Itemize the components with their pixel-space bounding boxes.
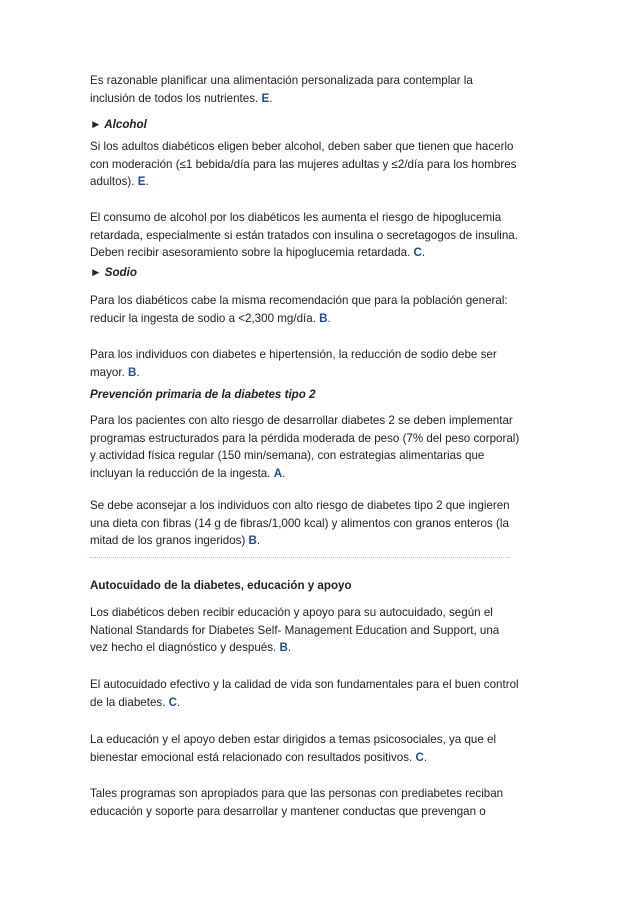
evidence-grade: C — [415, 750, 424, 764]
period: . — [145, 175, 149, 188]
section-heading-prevencion — [90, 386, 520, 404]
arrow-icon: ► — [90, 266, 102, 279]
paragraph-sodio-hipertension — [90, 346, 520, 381]
paragraph-prevencion-programas — [90, 412, 520, 482]
paragraph-text: Para los individuos con diabetes e hipertensión, la reducción de sodio debe ser mayor. — [90, 348, 497, 379]
heading-text: Prevención primaria de la diabetes tipo 2 — [90, 388, 316, 401]
paragraph-autocuidado-psicosocial — [90, 731, 520, 766]
period: . — [177, 695, 181, 709]
section-heading-alcohol — [90, 116, 520, 134]
paragraph-autocuidado-prediabetes — [90, 785, 520, 820]
paragraph-alcohol-moderacion — [90, 138, 520, 191]
paragraph-autocuidado-calidad — [90, 676, 520, 711]
paragraph-text: Los diabéticos deben recibir educación y apoyo para su autocuidado, según el National Standards for Diabetes Self- Management Education and Support, una vez hecho el diagnóstico y después. — [90, 606, 500, 654]
paragraph-text: El autocuidado efectivo y la calidad de vida son fundamentales para el buen control de la diabetes. — [90, 678, 519, 709]
evidence-grade: B — [319, 311, 328, 325]
paragraph-text: Tales programas son apropiados para que las personas con prediabetes reciban educación y soporte para desarrollar y mantener conductas que prevengan o — [90, 787, 504, 818]
arrow-icon: ► — [90, 118, 102, 131]
period: . — [256, 534, 261, 547]
paragraph-alcohol-hipoglucemia — [90, 209, 520, 262]
evidence-grade: A — [273, 466, 283, 480]
heading-text: Alcohol — [104, 118, 147, 131]
period: . — [327, 311, 331, 325]
paragraph-text: Para los pacientes con alto riesgo de desarrollar diabetes 2 se deben implementar programas estructurados para la pérdida moderada de peso (7% del peso corporal) y actividad física regular (150 min/semana), con estrategias alimentarias que incluyan la reducción de la ingesta. — [90, 414, 520, 480]
paragraph-sodio-poblacion — [90, 292, 520, 327]
paragraph-nutrientes — [90, 72, 520, 107]
section-heading-autocuidado — [90, 577, 520, 595]
evidence-grade: C — [168, 695, 178, 709]
evidence-grade: B — [248, 534, 257, 547]
paragraph-text: Se debe aconsejar a los individuos con alto riesgo de diabetes tipo 2 que ingieren una dieta con fibras (14 g de fibras/1,000 kcal) y alimentos con granos enteros (la mitad de los granos ingeridos) — [90, 499, 510, 547]
section-divider — [90, 557, 510, 558]
paragraph-text: Para los diabéticos cabe la misma recomendación que para la población general: reducir la ingesta de sodio a <2,300 mg/día. — [90, 294, 508, 325]
period: . — [282, 466, 286, 480]
period: . — [287, 641, 292, 654]
evidence-grade: B — [128, 365, 137, 379]
period: . — [136, 365, 140, 379]
evidence-grade: E — [137, 175, 146, 188]
section-heading-sodio — [90, 264, 520, 282]
period: . — [423, 750, 428, 764]
paragraph-text: La educación y el apoyo deben estar dirigidos a temas psicosociales, ya que el bienestar emocional está relacionado con resultados positivos. — [90, 733, 497, 764]
period: . — [421, 246, 426, 259]
heading-text: Autocuidado de la diabetes, educación y apoyo — [90, 579, 352, 592]
paragraph-autocuidado-educacion — [90, 604, 520, 657]
paragraph-prevencion-fibras — [90, 497, 520, 550]
evidence-grade: C — [413, 246, 422, 259]
evidence-grade: B — [279, 641, 288, 654]
paragraph-text: Si los adultos diabéticos eligen beber alcohol, deben saber que tienen que hacerlo con moderación (≤1 bebida/día para las mujeres adultas y ≤2/día para los hombres adultos). — [90, 140, 517, 188]
period: . — [269, 91, 273, 105]
paragraph-text: Es razonable planificar una alimentación personalizada para contemplar la inclusión de todos los nutrientes. — [90, 74, 473, 105]
heading-text: Sodio — [104, 266, 137, 279]
evidence-grade: E — [261, 91, 270, 105]
paragraph-text: El consumo de alcohol por los diabéticos les aumenta el riesgo de hipoglucemia retardada, especialmente si están tratados con insulina o secretagogos de insulina. Deben recibir asesoramiento sobre la hipoglucemia retardada. — [90, 211, 518, 259]
